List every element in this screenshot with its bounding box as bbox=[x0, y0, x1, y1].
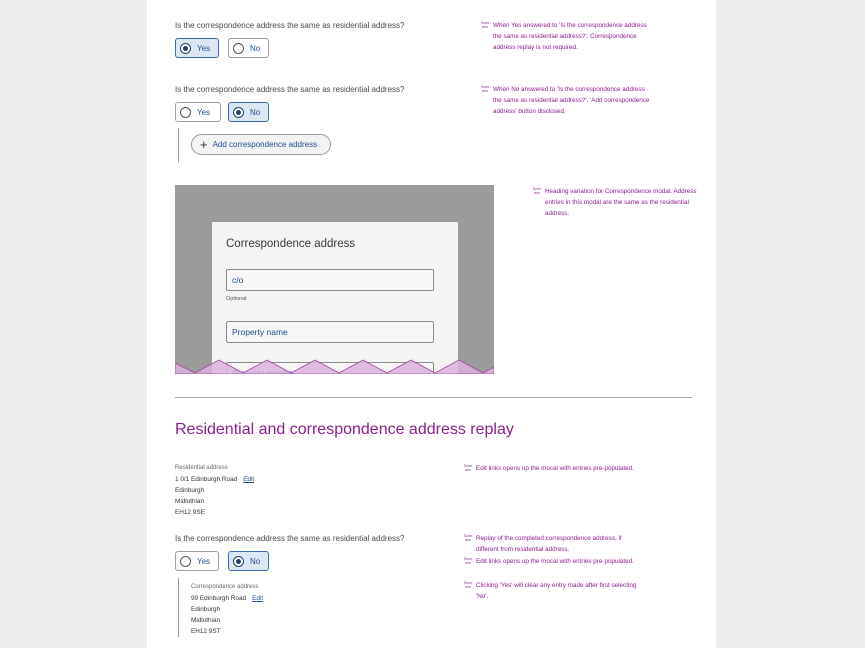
address-line: Edinburgh bbox=[191, 606, 221, 613]
radio-circle-icon bbox=[233, 43, 244, 54]
scenario-note bbox=[463, 463, 638, 474]
address-line: EH12 9ST bbox=[191, 628, 221, 635]
radio-circle-icon bbox=[180, 107, 191, 118]
residential-address-replay bbox=[175, 463, 254, 518]
scenario-note bbox=[480, 20, 650, 53]
no-radio[interactable] bbox=[228, 38, 269, 58]
spec-page bbox=[147, 0, 716, 648]
note-text: Heading variation for Correspondence modal. Address entries in this modal are the same as the residential address. bbox=[545, 188, 697, 217]
note-text: Edit links opens up the mocal with entries pre-populated. bbox=[476, 465, 634, 472]
scenario-tag: Scen ario bbox=[463, 581, 473, 589]
address-line: EH12 9SE bbox=[175, 509, 205, 516]
section-divider bbox=[175, 397, 692, 398]
scenario-tag: Scen ario bbox=[480, 21, 490, 29]
no-label: No bbox=[250, 43, 261, 53]
scenario-note bbox=[463, 580, 638, 602]
disclosure-line bbox=[178, 578, 179, 637]
question-label: Is the correspondence address the same as residential address? bbox=[175, 21, 405, 30]
address-line: 99 Edinburgh Road bbox=[191, 595, 247, 602]
yes-radio[interactable] bbox=[175, 551, 219, 571]
scenario-tag: Scen ario bbox=[463, 557, 473, 565]
co-placeholder: c/o bbox=[232, 275, 244, 285]
radio-circle-icon bbox=[233, 556, 244, 567]
modal-preview bbox=[175, 185, 494, 374]
correspondence-address-label: Correspondence address bbox=[191, 584, 259, 590]
yes-label: Yes bbox=[197, 107, 211, 117]
no-label: No bbox=[250, 107, 261, 117]
no-radio[interactable] bbox=[228, 102, 269, 122]
scenario-note bbox=[480, 84, 650, 117]
scenario-tag: Scen ario bbox=[532, 187, 542, 195]
yes-radio[interactable] bbox=[175, 38, 219, 58]
yes-radio[interactable] bbox=[175, 102, 221, 122]
correspondence-modal bbox=[212, 222, 458, 374]
scenario-tag: Scen ario bbox=[463, 464, 473, 472]
scenario-tag: Scen ario bbox=[463, 534, 473, 542]
question-label: Is the correspondence address the same as residential address? bbox=[175, 85, 405, 94]
scenario-tag: Scen ario bbox=[480, 85, 490, 93]
cutoff-zigzag-icon bbox=[175, 359, 494, 374]
scenario-note bbox=[463, 556, 638, 567]
note-text: Edit links opens up the mocal with entries pre-populated. bbox=[476, 558, 634, 565]
edit-residential-link[interactable]: Edit bbox=[243, 476, 255, 483]
radio-circle-icon bbox=[233, 107, 244, 118]
correspondence-address-replay bbox=[191, 582, 263, 637]
replay-heading: Residential and correspondence address replay bbox=[175, 421, 514, 438]
yes-label: Yes bbox=[197, 43, 211, 53]
address-line: Midlothian bbox=[191, 617, 221, 624]
edit-correspondence-link[interactable]: Edit bbox=[252, 595, 264, 602]
property-name-input[interactable] bbox=[226, 321, 434, 343]
yes-label: Yes bbox=[197, 556, 211, 566]
no-radio[interactable] bbox=[228, 551, 269, 571]
scenario-note bbox=[463, 533, 638, 555]
optional-hint: Optional bbox=[226, 296, 247, 302]
question-label: Is the correspondence address the same as residential address? bbox=[175, 534, 405, 543]
add-button-label: Add correspondence address bbox=[212, 140, 318, 149]
scenario-note bbox=[532, 186, 702, 219]
no-label: No bbox=[250, 556, 261, 566]
co-input[interactable] bbox=[226, 269, 434, 291]
address-line: 1 0/1 Edinburgh Road bbox=[175, 476, 238, 483]
note-text: Clicking 'Yes' will clear any entry made after first selecting 'No'. bbox=[476, 582, 637, 600]
address-line: Edinburgh bbox=[175, 487, 205, 494]
residential-address-label: Residential address bbox=[175, 465, 228, 471]
note-text: When No answered to 'Is the correspondence address the same as residential address?'. 'Add correspondence address' button disclosed. bbox=[493, 86, 650, 115]
radio-circle-icon bbox=[180, 43, 191, 54]
note-text: Replay of the completed correspondence address, if different from residential address. bbox=[476, 535, 622, 553]
disclosure-line bbox=[178, 128, 179, 162]
radio-circle-icon bbox=[180, 556, 191, 567]
note-text: When Yes answered to 'Is the correspondence address the same as residential address?'. Correspondence address replay is not required. bbox=[493, 22, 647, 51]
modal-title: Correspondence address bbox=[226, 238, 356, 250]
add-correspondence-address-button[interactable] bbox=[191, 134, 331, 155]
plus-icon: + bbox=[200, 137, 208, 152]
address-line: Midlothian bbox=[175, 498, 205, 505]
property-name-placeholder: Property name bbox=[232, 327, 288, 337]
